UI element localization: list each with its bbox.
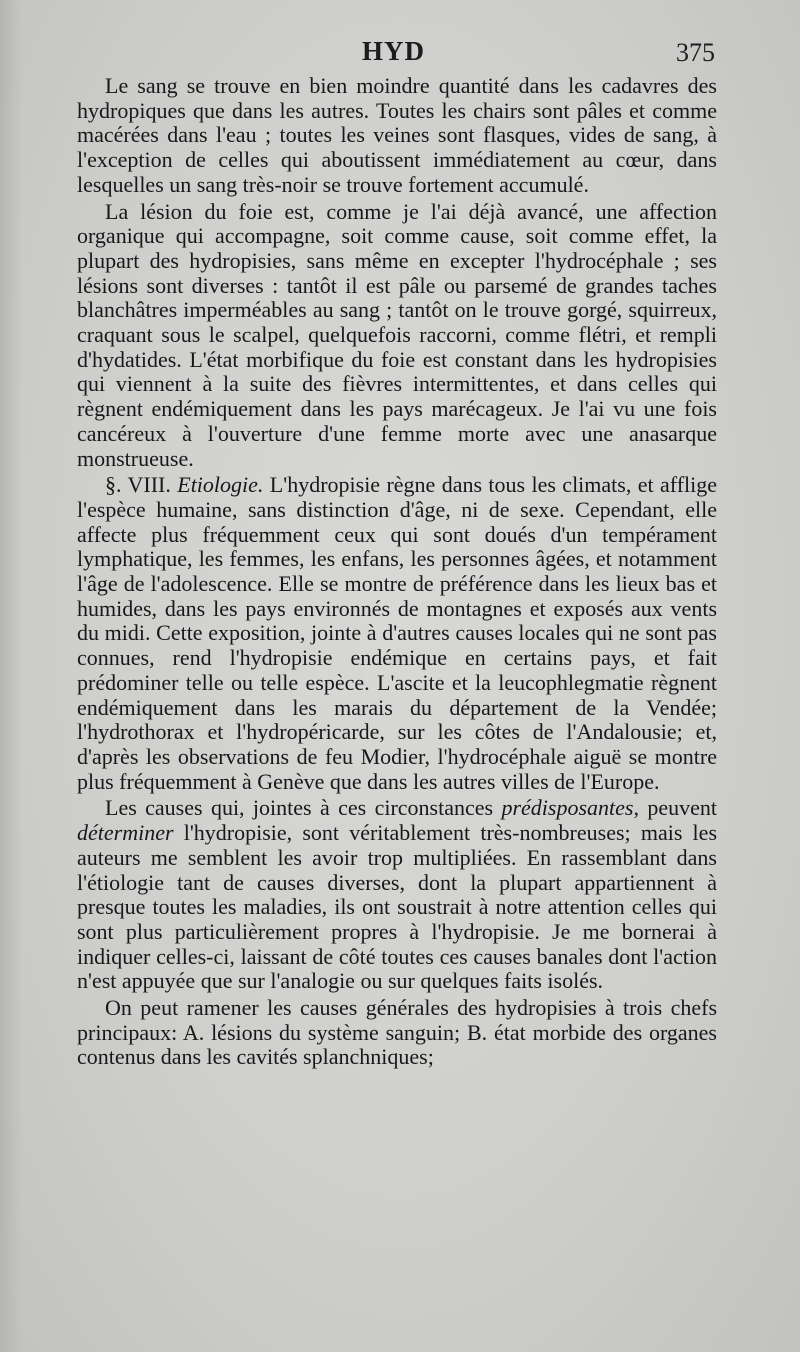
paragraph-etiology-text: L'hydropisie règne dans tous les climats, et afflige l'espèce humaine, sans distinction d'âge, ni de sexe. Cependant, elle affecte plus fréquemment ceux qui sont doués d'un tempérament lymphatique, les femmes, les enfans, les personnes âgées, et notamment l'âge de l'adolescence. Elle se montre de préférence dans les lieux bas et humides, dans les pays environnés de montagnes et exposés aux vents du midi. Cette exposition, jointe à d'autres causes locales qui ne sont pas connues, rend l'hydropisie endémique en certains pays, et fait prédominer telle ou telle espèce. L'ascite et la leucophlegmatie règnent endémiquement dans les marais du département de la Vendée; l'hydrothorax et l'hydropéricarde, sur les côtes de l'Andalousie; et, d'après les observations de feu Modier, l'hydrocéphale aiguë se montre plus fréquemment à Genève que dans les autres villes de l'Europe. — [77, 472, 718, 794]
paragraph-etiology — [77, 473, 717, 794]
paragraph-general-causes: On peut ramener les causes générales des hydropisies à trois chefs principaux: A. lésions du système sanguin; B. état morbide des organes contenus dans les cavités splanchniques; — [77, 995, 717, 1070]
running-head — [0, 36, 800, 76]
paragraph-causes-text-2: , peuvent — [633, 795, 718, 821]
section-heading: Etiologie. — [177, 472, 264, 498]
paragraph-causes — [77, 796, 717, 994]
paragraph-causes-text-1: Les causes qui, jointes à ces circonstances — [105, 795, 494, 821]
italic-determiner: déterminer — [77, 820, 174, 846]
body-text — [77, 74, 717, 1070]
paragraph-liver: La lésion du foie est, comme je l'ai déjà avancé, une affection organique qui accompagne, soit comme cause, soit comme effet, la plupart des hydropisies, sans même en excepter l'hydrocéphale ; ses lésions sont diverses : tantôt il est pâle ou parsemé de grandes taches blanchâtres imperméables au sang ; tantôt on le trouve gorgé, squirreux, craquant sous le scalpel, quelquefois raccorni, comme flétri, et rempli d'hydatides. L'état morbifique du foie est constant dans les hydropisies qui viennent à la suite des fièvres intermittentes, et dans celles qui règnent endémiquement dans les pays marécageux. Je l'ai vu une fois cancéreux à l'ouverture d'une femme morte avec une anasarque monstrueuse. — [77, 198, 717, 471]
paragraph-blood: Le sang se trouve en bien moindre quantité dans les cadavres des hydropiques que dans les autres. Toutes les chairs sont pâles et comme macérées dans l'eau ; toutes les veines sont flasques, vides de sang, à l'exception de celles qui aboutissent immédiatement au cœur, dans lesquelles un sang très-noir se trouve fortement accumulé. — [77, 73, 717, 197]
running-head-title: HYD — [362, 36, 425, 66]
section-number: §. VIII. — [105, 472, 171, 498]
paragraph-causes-text-3: l'hydropisie, sont véritablement très-nombreuses; mais les auteurs me semblent les avoir trop multipliées. En rassemblant dans l'étiologie tant de causes diverses, dont la plupart appartiennent à presque toutes les maladies, ils ont soustrait à notre attention celles qui sont plus particulièrement propres à l'hydropisie. Je me bornerai à indiquer celles-ci, laissant de côté toutes ces causes banales dont l'action n'est appuyée que sur l'analogie ou sur quelques faits isolés. — [77, 820, 717, 994]
italic-predisposantes: prédisposantes — [501, 795, 634, 821]
binding-shadow — [0, 0, 22, 1352]
page-number: 375 — [676, 38, 715, 67]
